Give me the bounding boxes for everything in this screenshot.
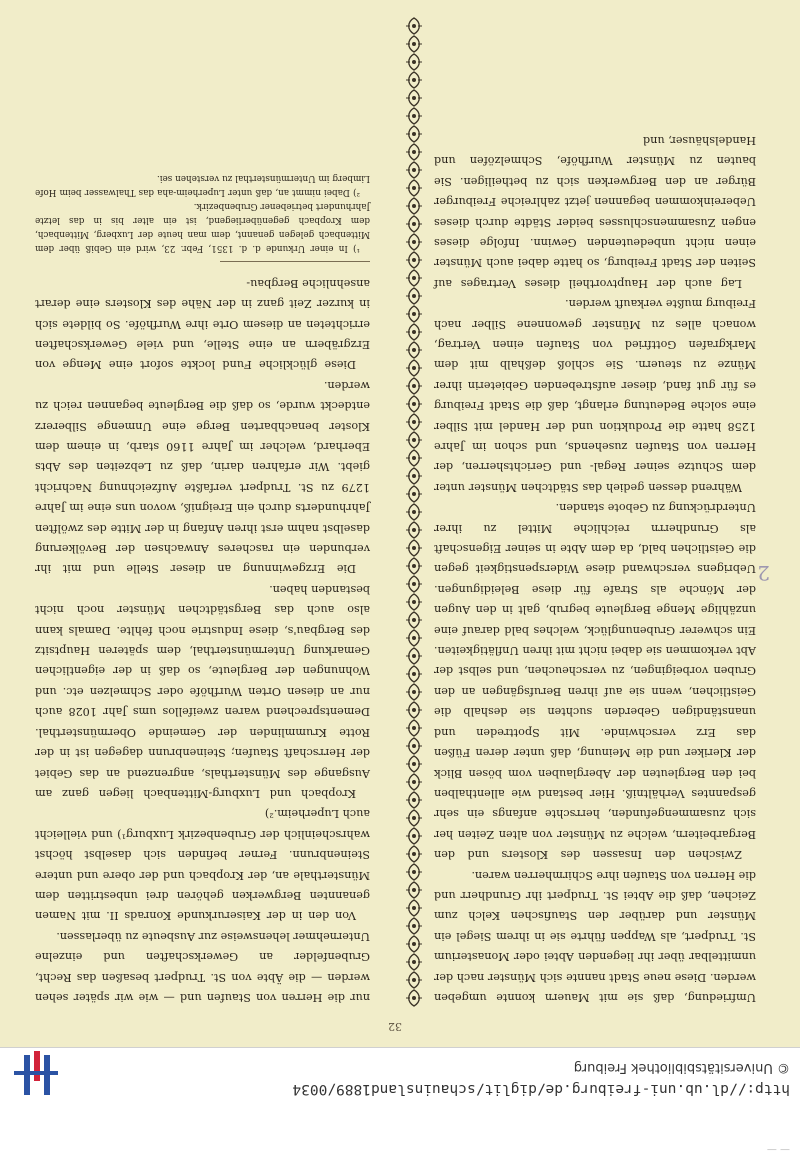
logo-bar-center: [34, 1051, 40, 1081]
ornamental-column-divider: [403, 17, 425, 1007]
header-divider: [0, 1047, 800, 1048]
page-number: 32: [388, 1020, 402, 1033]
footnote: ¹) In einer Urkunde d. d. 1351, Febr. 23, wird ein Gebiß über dem Mittenbach gelegen genannt, dem man heute der Luxberg, Mittenbach, dem Kropbach gegenüberliegend, ist ein alter bis in das letzte Jahrhundert betriebener Grubenbezirk.: [35, 201, 370, 254]
document-url[interactable]: http://dl.ub.uni-freiburg.de/diglit/schauinsland1889/0034: [292, 1081, 790, 1097]
logo-crossbar: [14, 1071, 58, 1075]
viewer-header: [0, 1047, 800, 1159]
text-column-right: [35, 171, 370, 1007]
paragraph: Während dessen gedieh das Städtchen Münster unter dem Schutze seiner Regal- und Gerichtsherren, der Herren von Staufen zusehends, und schon im Jahre 1258 hatte die Produktion und der Handel mit Silber eine solche Bedeutung erlangt, daß die Stadt Freiburg es für gut fand, dieser aufstrebenden Gebieterin ihrer Münze zu steuern. Sie schloß deßhalb mit dem Markgrafen Gottfried von Staufen einen Vertrag, wonach alles zu Münster gewonnene Silber nach Freiburg mußte verkauft werden.: [434, 297, 756, 494]
university-library-logo[interactable]: [10, 1049, 60, 1095]
paragraph: Diese glückliche Fund lockte sofort eine Menge von Erzgräbern an eine Stelle, und viele Gewerkschaften errichteten an diesem Orte ihre Wurfhöfe. So bildete sich in kurzer Zeit ganz in der Nähe des Klosters eine derart ansehnliche Bergbau-: [35, 276, 370, 372]
footnotes: [35, 171, 370, 255]
paragraph: Lag auch der Hauptvortheil dieses Vertrages auf Seiten der Stadt Freiburg, so hatte dabei auch Münster einen nicht unbedeutenden Gewinn. Infolge dieses engen Zusammenschlusses beider Städte durch dieses Uebereinkommen begannen jetzt zahlreiche Freiburger Bürger an den Bergwerken sich zu betheiligen. Sie bauten zu Münster Wurfhöfe, Schmelzöfen und Handelshäuser, und: [434, 133, 756, 290]
paragraph: Die Erzgewinnung an dieser Stelle und mit ihr verbunden ein rascheres Anwachsen der Bevölkerung daselbst nahm erst ihren Anfang in der Mitte des zwölften Jahrhunderts durch ein Ereigniß, wovon uns eine im Jahre 1279 zu St. Trudpert verfaßte Aufzeichnung Nachricht giebt. Wir erfahren darin, daß zu Lebzeiten des Abts Eberhard, welcher im Jahre 1160 starb, in einem dem Kloster benachbarten Berge eine Unmenge Silbererz entdeckt wurde, so daß die Bergleute begannen reich zu werden.: [35, 378, 370, 576]
footnote: ²) Dabei nimmt an, daß unter Luperheim-aha das Thalwasser beim Hofe Limberg im Untermünsterthal zu verstehen sei.: [35, 173, 370, 198]
pencil-annotation: 2: [757, 561, 770, 585]
paragraph: Kropbach und Luxburg-Mittenbach liegen ganz am Ausgange des Münsterthals, angrenzend an das Gebiet der Herrschaft Staufen; Steinenbrunn dagegen ist in der Rotte Krummlinden der Gemeinde Obermünsterthal. Dementsprechend waren zweifellos ums Jahr 1028 auch nur an diesen Orten Wurfhöfe oder Schmelzen etc. und Wohnungen der Bergleute, so daß in der eigentlichen Gemarkung Untermünsterthal, dem späteren Hauptsitz des Bergbau's, diese Industrie noch fehlte. Damals kann also auch das Bergstädtchen Münster noch nicht bestanden haben.: [35, 582, 370, 800]
text-column-left: [434, 130, 756, 1007]
paragraph: Zwischen den Insassen des Klosters und den Bergarbeitern, welche zu Münster von alten Zeiten her sich zusammengefunden, herrschte anfangs ein sehr gespanntes Verhältniß. Hier bestand wie allenthalben bei den Bergleuten der Aberglauben vom bösen Blick der Kleriker und die Meinung, daß unter deren Füßen das Erz verschwinde. Mit Spottreden und unanständigen Geberden suchten sie deshalb die Geistlichen, wenn sie auf ihren Berufsgängen an den Gruben vorbeigingen, zu verscheuchen, und selbst der Abt verkommen sie dabei nicht mit ihren Unflätigkeiten. Ein schwerer Grubenunglück, welches bald darauf eine unzählige Menge Bergleute begrub, galt in den Augen der Mönche als Strafe für diese Beleidigungen. Uebrigens verschwand diese Widerspenstigkeit gegen die Geistlichen bald, da dem Abte in seiner Eigenschaft als Grundherrn reichliche Mittel zu ihrer Unterdrückung zu Gebote standen.: [434, 501, 756, 862]
footnote-separator: [220, 261, 370, 262]
paragraph: Umfriedung, daß sie mit Mauern konnte umgeben werden. Diese neue Stadt nannte sich Münster nach der unmittelbar über ihr liegenden Abtei oder Monasterium St. Trudpert, als Wappen führte sie in ihrem Siegel ein Münster und darüber den Staufischen Kelch zum Zeichen, daß die Abtei St. Trudpert ihr Grundherr und die Herren von Staufen ihre Schirmherren waren.: [434, 868, 756, 1004]
paragraph: Von den in der Kaiserurkunde Konrads II. mit Namen genannten Bergwerken gehören drei unbestritten dem Münsterthale an, der Kropbach und der obere und untere Steinenbrunn. Ferner befinden sich daselbst höchst wahrscheinlich der Grubenbezirk Luxburg¹) und vielleicht auch Luperheim.²): [35, 807, 370, 923]
copyright-notice: © Universitätsbibliothek Freiburg: [573, 1060, 790, 1075]
header-corner-mark: — —: [766, 1144, 790, 1155]
paragraph: nur die Herren von Staufen und — wie wir später sehen werden — die Äbte von St. Trudpert besaßen das Recht, Grubenfelder an Gewerkschaften und einzelne Unternehmer lehensweise zur Ausbeute zu überlassen.: [35, 929, 370, 1004]
